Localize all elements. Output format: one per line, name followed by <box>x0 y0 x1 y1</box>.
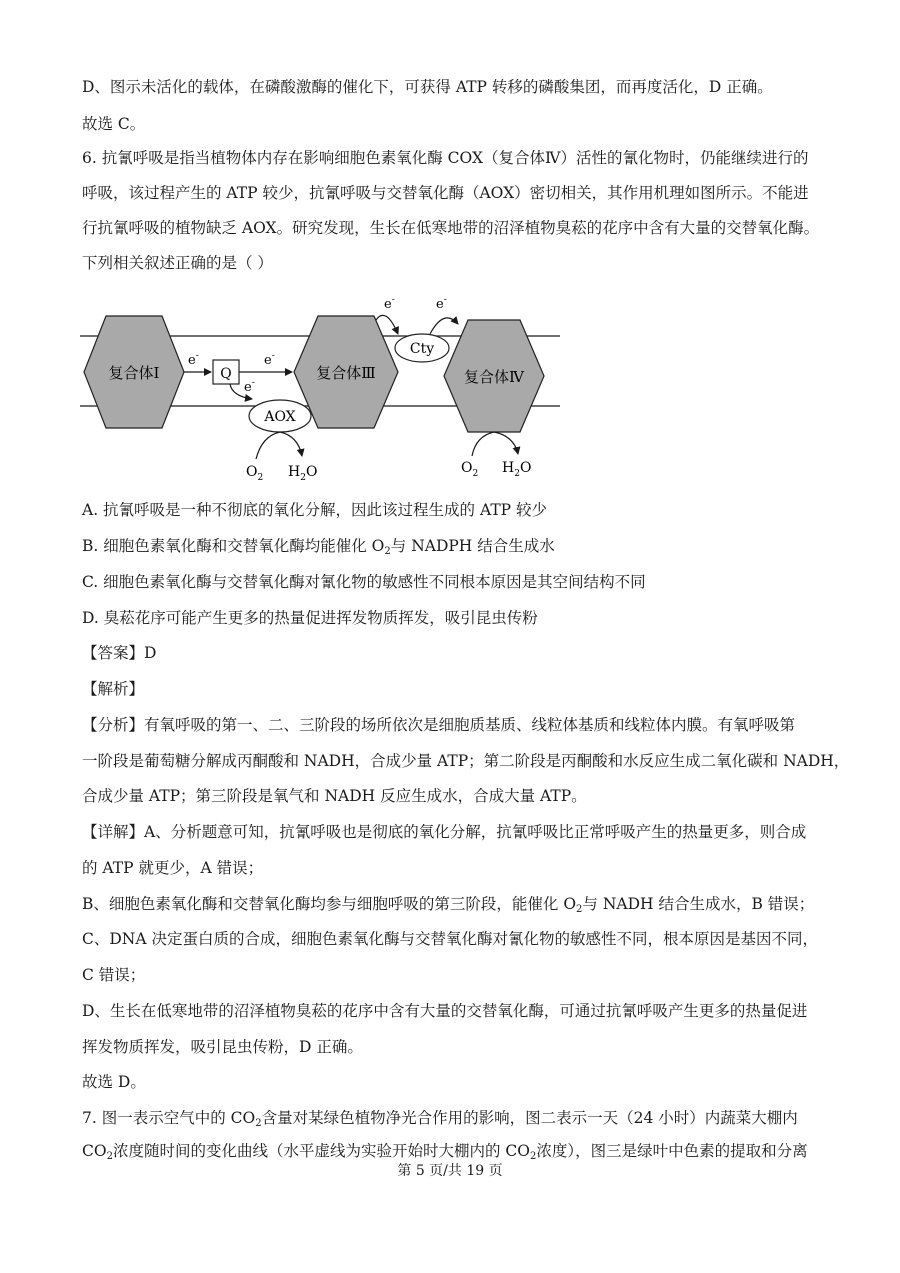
q7-stem-line-1: 7. 图一表示空气中的 $CO_2$含量对某绿色植物净光合作用的影响，图二表示一天（24 小时）内蔬菜大棚内 <box>82 1109 798 1129</box>
q6-option-a: A. 抗氰呼吸是一种不彻底的氧化分解，因此该过程生成的 ATP 较少 <box>82 501 548 519</box>
prev-option-d-explanation: D、图示未活化的载体，在磷酸激酶的催化下，可获得 ATP 转移的磷酸集团，而再度活化，D 正确。 <box>82 78 773 96</box>
q6-analysis-label: 【解析】 <box>82 680 145 698</box>
q6-fenxi-line-3: 合成少量 ATP；第三阶段是氧气和 NADH 反应生成水，合成大量 ATP。 <box>82 787 587 805</box>
electron-label-2: e- <box>264 351 275 368</box>
aox-label: AOX <box>264 409 296 425</box>
q6-detail-d-line-2: 挥发物质挥发，吸引昆虫传粉，D 正确。 <box>82 1038 363 1056</box>
complex-i-label: 复合体Ⅰ <box>108 364 160 382</box>
q6-detail-c-line-1: C、DNA 决定蛋白质的合成，细胞色素氧化酶与交替氧化酶对氰化物的敏感性不同，根本原因是基因不同， <box>82 930 818 948</box>
q6-answer: 【答案】D <box>82 644 157 662</box>
q6-detail-line-1: 【详解】A、分析题意可知，抗氰呼吸也是彻底的氧化分解，抗氰呼吸比正常呼吸产生的热量更多，则合成 <box>82 823 807 841</box>
electron-label-3: e- <box>244 378 255 395</box>
q-box <box>213 360 239 384</box>
electron-label-4: e- <box>384 296 395 312</box>
aox-ellipse <box>249 400 311 432</box>
complex-iv-water-label: $H_2O$ <box>502 460 532 479</box>
aox-oxygen-label: $O_2$ <box>246 464 264 483</box>
q6-stem-line-4: 下列相关叙述正确的是（ ） <box>82 254 273 272</box>
q6-stem-line-3: 行抗氰呼吸的植物缺乏 AOX。研究发现，生长在低寒地带的沼泽植物臭菘的花序中含有大量的交替氧化酶。 <box>82 219 820 237</box>
respiratory-chain-diagram <box>80 296 560 491</box>
q6-detail-c-line-2: C 错误； <box>82 966 146 984</box>
q6-detail-d-line-1: D、生长在低寒地带的沼泽植物臭菘的花序中含有大量的交替氧化酶，可通过抗氰呼吸产生更多的热量促进 <box>82 1002 808 1020</box>
q6-fenxi-line-1: 【分析】有氧呼吸的第一、二、三阶段的场所依次是细胞质基质、线粒体基质和线粒体内膜。有氧呼吸第 <box>82 716 796 734</box>
electron-label-1: e- <box>188 351 199 368</box>
complex-iv-oxygen-label: $O_2$ <box>461 460 479 479</box>
cty-ellipse <box>395 334 449 362</box>
q6-fenxi-line-2: 一阶段是葡萄糖分解成丙酮酸和 NADH，合成少量 ATP；第二阶段是丙酮酸和水反应生成二氧化碳和 NADH， <box>82 752 850 770</box>
complex-i <box>84 316 184 428</box>
q6-option-b: B. 细胞色素氧化酶和交替氧化酶均能催化 $O_2$与 NADPH 结合生成水 <box>82 537 555 557</box>
q6-option-c: C. 细胞色素氧化酶与交替氧化酶对氰化物的敏感性不同根本原因是其空间结构不同 <box>82 573 646 591</box>
q6-detail-line-2: 的 ATP 就更少，A 错误； <box>82 859 264 877</box>
q7-stem-line-2: $CO_2$浓度随时间的变化曲线（水平虚线为实验开始时大棚内的 $CO_2$浓度），图三是绿叶中色素的提取和分离 <box>82 1142 808 1162</box>
electron-label-5: e- <box>436 296 447 312</box>
arrow-aox-oxygen-to-water <box>256 432 302 459</box>
complex-iv <box>444 320 544 432</box>
prev-conclusion: 故选 C。 <box>82 115 146 133</box>
arrow-complex-iv-oxygen-to-water <box>472 432 518 456</box>
cty-label: Cty <box>409 341 435 357</box>
q-label: Q <box>220 366 232 382</box>
q6-stem-line-2: 呼吸，该过程产生的 ATP 较少，抗氰呼吸与交替氧化酶（AOX）密切相关，其作用机理如图所示。不能进 <box>82 184 809 202</box>
page-footer: 第 5 页/共 19 页 <box>397 1163 503 1179</box>
q6-stem-line-1: 6. 抗氰呼吸是指当植物体内存在影响细胞色素氧化酶 COX（复合体Ⅳ）活性的氰化物时，仍能继续进行的 <box>82 149 809 167</box>
q6-detail-b: B、细胞色素氧化酶和交替氧化酶均参与细胞呼吸的第三阶段，能催化 $O_2$与 NADH 结合生成水，B 错误； <box>82 895 815 915</box>
complex-iii-label: 复合体Ⅲ <box>316 364 376 382</box>
q6-option-d: D. 臭菘花序可能产生更多的热量促进挥发物质挥发，吸引昆虫传粉 <box>82 609 538 627</box>
q6-conclusion: 故选 D。 <box>82 1073 146 1091</box>
arrow-cty-to-complex-iv <box>430 318 458 334</box>
complex-iv-label: 复合体Ⅳ <box>464 368 524 386</box>
aox-water-label: $H_2O$ <box>288 464 318 483</box>
